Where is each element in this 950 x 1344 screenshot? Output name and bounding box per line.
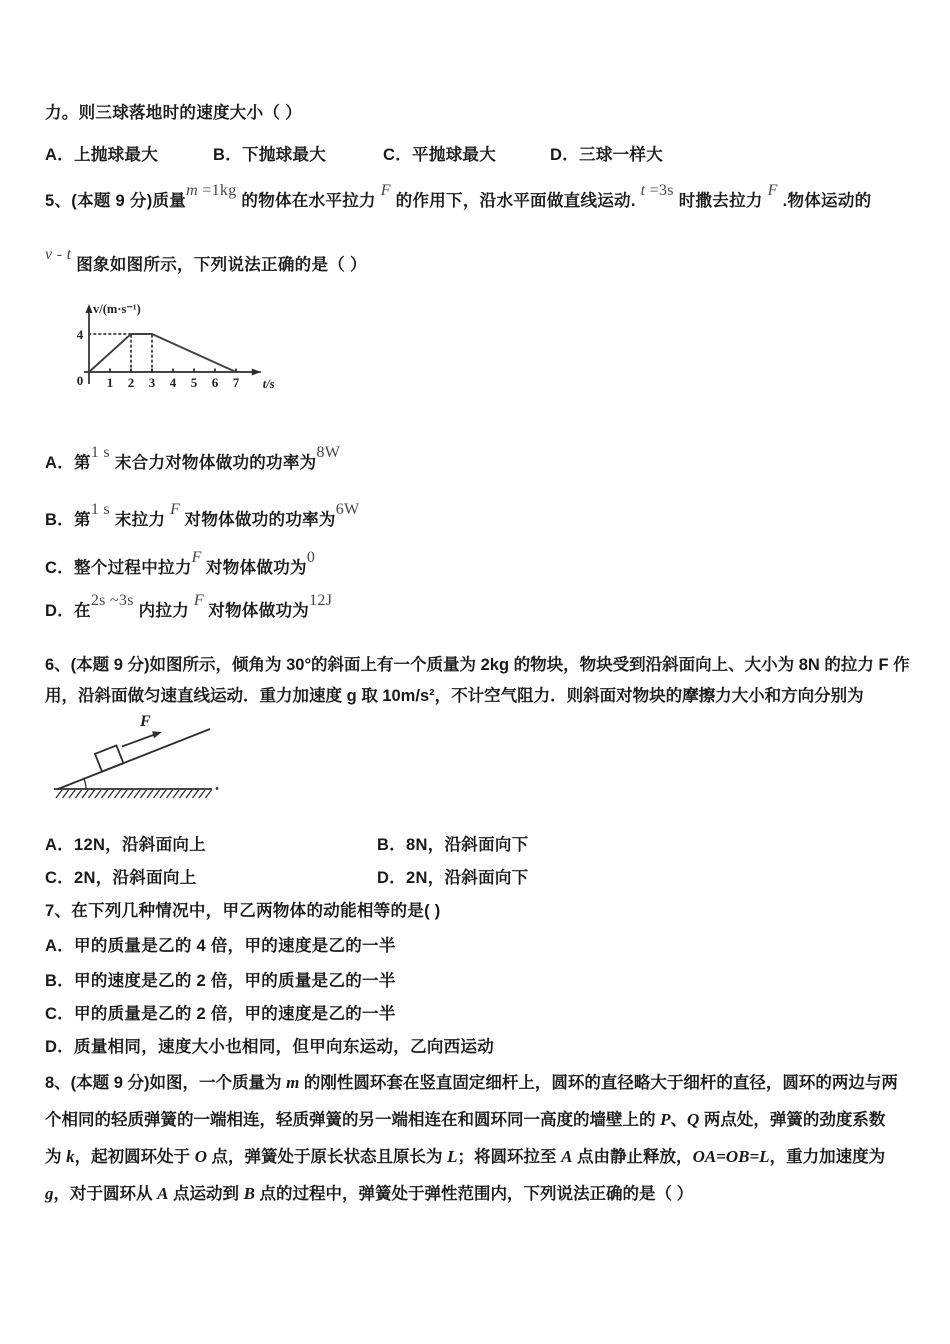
x-tick-label: 7	[232, 375, 240, 390]
text-segment: 时撒去拉力	[673, 192, 768, 210]
x-tick-label: 4	[169, 375, 177, 390]
text-segment: A．第	[45, 454, 91, 472]
text-segment: m	[286, 1073, 300, 1092]
text-segment: v - t	[45, 246, 72, 263]
text-segment: ；将圆环拉至	[457, 1148, 562, 1166]
q4-option-d: D．三球一样大	[550, 146, 664, 164]
ground-hatch-icon	[56, 790, 212, 798]
q5-stem-line1	[45, 182, 872, 211]
y-axis-label: v/(m·s⁻¹)	[93, 302, 141, 316]
text-segment: ，起初圆环处于	[74, 1148, 195, 1166]
text-segment: B	[243, 1184, 255, 1203]
text-segment: A	[157, 1184, 169, 1203]
text-segment: 点由静止释放，	[572, 1148, 693, 1166]
q6-option-b: B．8N，沿斜面向下	[377, 836, 529, 854]
text-segment: ，对于圆环从	[53, 1185, 158, 1203]
text-segment: 0	[306, 549, 316, 566]
force-arrow	[122, 734, 156, 747]
q7-option-d: D．质量相同，速度大小也相同，但甲向东运动，乙向西运动	[45, 1038, 495, 1056]
text-segment: 点运动到	[168, 1185, 244, 1203]
text-segment: A	[561, 1147, 573, 1166]
vt-graph-canvas	[57, 300, 297, 400]
text-segment: .物体运动的	[777, 192, 872, 210]
text-segment: 个相同的轻质弹簧的一端相连，轻质弹簧的另一端相连在和圆环同一高度的墙壁上的	[45, 1111, 661, 1129]
text-segment: 12J	[309, 592, 333, 609]
text-segment: C．整个过程中拉力	[45, 559, 192, 577]
q6-stem-line1: 6、(本题 9 分)如图所示，倾角为 30°的斜面上有一个质量为 2kg 的物块，物块受到沿斜面向上、大小为 8N 的拉力 F 作	[45, 656, 910, 674]
ground-end-dot	[216, 787, 219, 790]
text-segment: k	[66, 1147, 75, 1166]
text-segment: 点的过程中，弹簧处于弹性范围内，下列说法正确的是（ ）	[254, 1185, 694, 1203]
velocity-curve	[89, 334, 236, 372]
incline-figure	[50, 712, 235, 807]
force-arrowhead-icon	[152, 731, 162, 738]
text-segment: 对物体做功为	[208, 602, 310, 620]
x-axis-label: t/s	[262, 377, 275, 391]
x-tick-label: 5	[190, 375, 198, 390]
text-segment: 8、(本题 9 分)如图，一个质量为	[45, 1074, 287, 1092]
text-segment: t	[640, 182, 650, 199]
incline-figure-canvas	[50, 712, 235, 807]
text-segment: F	[193, 592, 209, 609]
text-segment: m	[186, 182, 203, 199]
text-segment: 图象如图所示，下列说法正确的是（ ）	[71, 256, 367, 274]
x-tick-label: 1	[106, 375, 114, 390]
text-segment: 内拉力	[133, 602, 194, 620]
text-segment: 1 s	[90, 501, 110, 518]
incline-block	[95, 745, 123, 771]
angle-arc-icon	[84, 779, 86, 789]
text-segment: 为	[45, 1148, 67, 1166]
text-segment: B．第	[45, 511, 91, 529]
text-segment: F	[170, 501, 185, 518]
y-axis-arrow-icon	[86, 304, 93, 313]
text-segment: 点，弹簧处于原长状态且原长为	[206, 1148, 448, 1166]
text-segment: F	[191, 549, 206, 566]
text-segment: OA=OB=L	[692, 1147, 770, 1166]
incline-surface	[58, 729, 210, 789]
q5-option-a	[45, 444, 341, 473]
text-segment: L	[447, 1147, 458, 1166]
q8-stem-line2	[45, 1106, 885, 1130]
q4-option-b: B．下抛球最大	[213, 146, 327, 164]
text-segment: 对物体做功为	[206, 559, 307, 577]
text-segment: 、	[670, 1111, 687, 1129]
q7-option-a: A．甲的质量是乙的 4 倍，甲的速度是乙的一半	[45, 937, 396, 955]
q6-stem-line2: 用，沿斜面做匀速直线运动．重力加速度 g 取 10m/s²，不计空气阻力．则斜面对物块的摩擦力大小和方向分别为	[45, 687, 864, 705]
text-segment: 两点处，弹簧的劲度系数	[699, 1111, 886, 1129]
x-tick-label: 2	[127, 375, 135, 390]
x-tick-label: 6	[211, 375, 219, 390]
text-segment: D．在	[45, 602, 91, 620]
q8-stem-line3	[45, 1143, 885, 1167]
q5-option-c	[45, 549, 316, 578]
text-segment: 末合力对物体做功的功率为	[109, 454, 317, 472]
q7-option-c: C．甲的质量是乙的 2 倍，甲的速度是乙的一半	[45, 1005, 396, 1023]
text-segment: 8W	[316, 444, 341, 461]
q4-stem: 力。则三球落地时的速度大小（ ）	[45, 104, 302, 122]
q8-stem-line4	[45, 1180, 693, 1204]
q5-option-d	[45, 592, 333, 621]
q5-stem-line2	[45, 246, 367, 275]
x-tick-label: 3	[148, 375, 156, 390]
text-segment: 末拉力	[109, 511, 171, 529]
text-segment: =3s	[649, 182, 674, 199]
text-segment: =1kg	[202, 182, 237, 199]
text-segment: O	[194, 1147, 207, 1166]
text-segment: P	[660, 1110, 671, 1129]
q7-stem: 7、在下列几种情况中，甲乙两物体的动能相等的是( )	[45, 902, 441, 920]
text-segment: 的作用下，沿水平面做直线运动.	[390, 192, 641, 210]
q6-option-c: C．2N，沿斜面向上	[45, 869, 197, 887]
text-segment: g	[45, 1184, 54, 1203]
origin-label: 0	[76, 373, 84, 388]
q6-option-d: D．2N，沿斜面向下	[377, 869, 529, 887]
text-segment: Q	[686, 1110, 700, 1129]
text-segment: 5、(本题 9 分)质量	[45, 192, 187, 210]
text-segment: F	[380, 182, 391, 199]
text-segment: 的刚性圆环套在竖直固定细杆上，圆环的直径略大于细杆的直径，圆环的两边与两	[299, 1074, 898, 1092]
text-segment: ，重力加速度为	[769, 1148, 886, 1166]
q8-stem-line1	[45, 1069, 898, 1093]
text-segment: 6W	[335, 501, 360, 518]
force-label: F	[140, 713, 151, 730]
y-tick-label: 4	[76, 327, 84, 342]
q4-option-c: C．平抛球最大	[383, 146, 497, 164]
text-segment: 的物体在水平拉力	[236, 192, 381, 210]
q5-option-b	[45, 501, 360, 530]
text-segment: 2s ~3s	[90, 592, 134, 609]
text-segment: 1 s	[90, 444, 110, 461]
q4-option-a: A．上抛球最大	[45, 146, 159, 164]
q7-option-b: B．甲的速度是乙的 2 倍，甲的质量是乙的一半	[45, 972, 396, 990]
vt-graph	[57, 300, 297, 400]
text-segment: F	[767, 182, 778, 199]
text-segment: 对物体做功的功率为	[184, 511, 336, 529]
q6-option-a: A．12N，沿斜面向上	[45, 836, 206, 854]
x-axis-arrow-icon	[252, 369, 261, 376]
